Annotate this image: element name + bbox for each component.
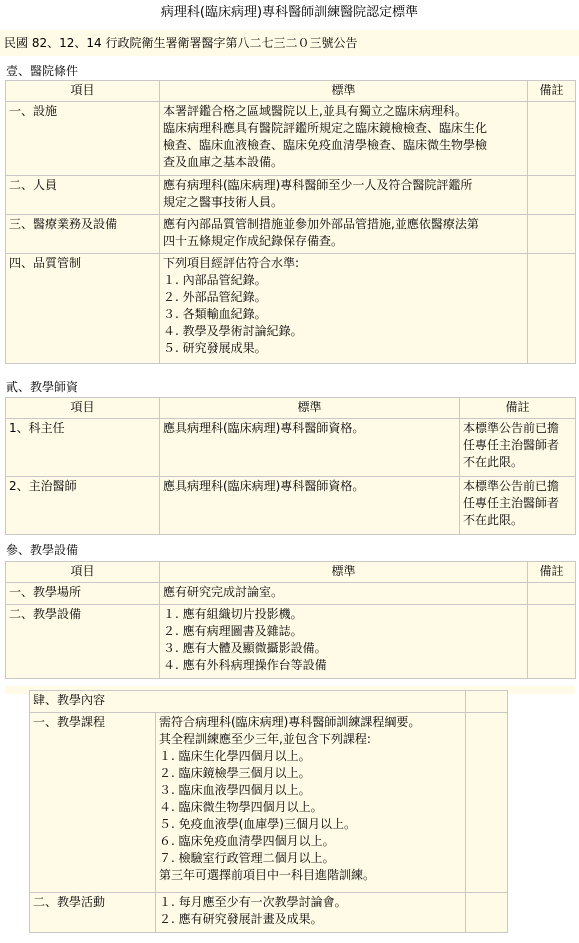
row-standard: 需符合病理科(臨床病理)專科醫師訓練課程綱要。 其全程訓練應至少三年,並包含下列課程: １. 臨床生化學四個月以上。 ２. 臨床鏡檢學三個月以上。 ３. 臨床血液學四個月以上。 ４. 臨床微生物學四個月以上。 ５. 免疫血液學(血庫學)三個月以上。 ６. 臨床免疫血清學四個月以上。 ７. 檢驗室行政管理二個月以上。 第三年可選擇前項目中一科目進階訓練。	[156, 713, 466, 893]
row-standard: 應具病理科(臨床病理)專科醫師資格。	[160, 477, 460, 535]
section2-table	[5, 397, 576, 535]
col-header-note: 備註	[528, 562, 576, 583]
row-item: 一、設施	[6, 102, 160, 176]
row-note: 本標準公告前已擔 任專任主治醫師者 不在此限。	[460, 419, 576, 477]
row-item: 一、教學場所	[6, 583, 160, 605]
section3-table	[5, 561, 576, 679]
row-note	[528, 605, 576, 679]
row-standard: 應有內部品質管制措施並參加外部品管措施,並應依醫療法第 四十五條規定作成紀錄保存備查。	[160, 215, 528, 254]
row-note	[466, 691, 508, 713]
row-item: 三、醫療業務及設備	[6, 215, 160, 254]
row-item: 二、人員	[6, 176, 160, 215]
col-header-standard: 標準	[160, 398, 460, 419]
row-note	[466, 893, 508, 933]
page-title: 病理科(臨床病理)專科醫師訓練醫院認定標準	[160, 5, 419, 20]
row-item: 二、教學設備	[6, 605, 160, 679]
col-header-item: 項目	[6, 398, 160, 419]
row-note	[528, 215, 576, 254]
section1-table	[5, 80, 576, 364]
section4-table	[29, 690, 508, 933]
col-header-standard: 標準	[160, 81, 528, 102]
row-item: 一、教學課程	[30, 713, 156, 893]
row-item: 二、教學活動	[30, 893, 156, 933]
row-item: 1、科主任	[6, 419, 160, 477]
row-note	[528, 102, 576, 176]
row-note: 本標準公告前已擔 任專任主治醫師者 不在此限。	[460, 477, 576, 535]
col-header-standard: 標準	[160, 562, 528, 583]
row-item: 四、品質管制	[6, 254, 160, 364]
col-header-note: 備註	[460, 398, 576, 419]
section1-title: 壹、醫院條件	[6, 64, 79, 78]
row-standard: 應具病理科(臨床病理)專科醫師資格。	[160, 419, 460, 477]
row-note	[528, 583, 576, 605]
col-header-note: 備註	[528, 81, 576, 102]
bulletin-line: 民國 82、12、14 行政院衛生署衛署醫字第八二七三二０三號公告	[0, 30, 579, 56]
row-item: 2、主治醫師	[6, 477, 160, 535]
row-standard: 下列項目經評估符合水準: １. 內部品管紀錄。 ２. 外部品管紀錄。 ３. 各類輸血紀錄。 ４. 教學及學術討論紀錄。 ５. 研究發展成果。	[160, 254, 528, 364]
row-standard: 本署評鑑合格之區域醫院以上,並具有獨立之臨床病理科。 臨床病理科應具有醫院評鑑所規定之臨床鏡檢檢查、臨床生化 檢查、臨床血液檢查、臨床免疫血清學檢查、臨床微生物學檢 查及血庫之基本設備。	[160, 102, 528, 176]
section4-title: 肆、教學內容	[30, 691, 466, 713]
col-header-item: 項目	[6, 81, 160, 102]
section2-title: 貳、教學師資	[6, 380, 79, 394]
row-note	[466, 713, 508, 893]
row-standard: 應有研究完成討論室。	[160, 583, 528, 605]
row-note	[528, 176, 576, 215]
row-standard: １. 每月應至少有一次教學討論會。 ２. 應有研究發展計畫及成果。	[156, 893, 466, 933]
row-standard: 應有病理科(臨床病理)專科醫師至少一人及符合醫院評鑑所 規定之醫事技術人員。	[160, 176, 528, 215]
section3-title: 參、教學設備	[6, 543, 79, 557]
col-header-item: 項目	[6, 562, 160, 583]
row-standard: １. 應有組織切片投影機。 ２. 應有病理圖書及雜誌。 ３. 應有大體及顯微攝影設備。 ４. 應有外科病理操作台等設備	[160, 605, 528, 679]
row-note	[528, 254, 576, 364]
